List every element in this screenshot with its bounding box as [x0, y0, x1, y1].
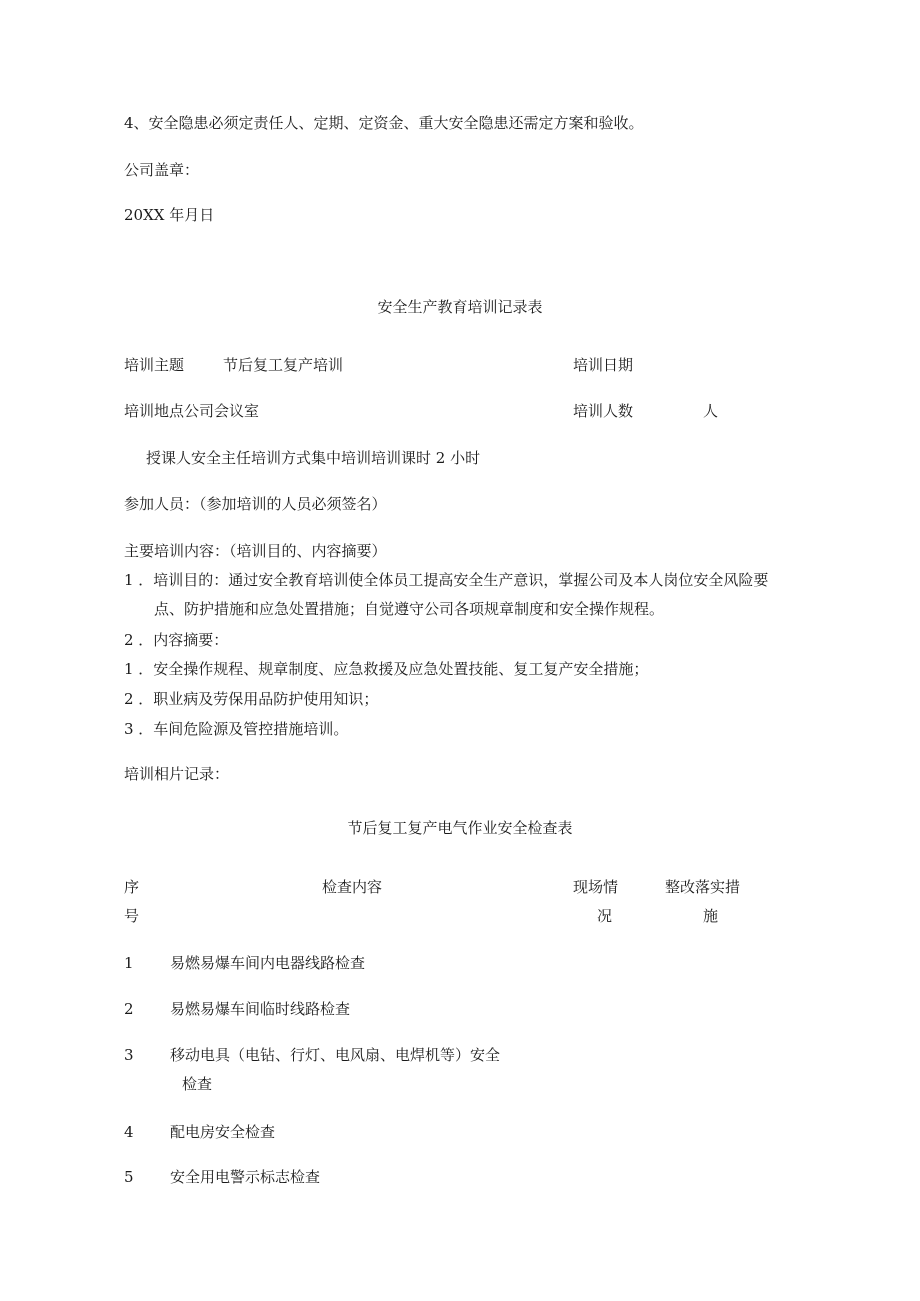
inspection-table-title: 节后复工复产电气作业安全检查表	[347, 819, 573, 837]
instructor-line: 授课人安全主任培训方式集中培训培训课时 2 小时	[146, 449, 481, 467]
row-number: 3	[124, 1046, 134, 1064]
company-seal-label: 公司盖章：	[124, 161, 200, 179]
topic-value: 节后复工复产培训	[223, 356, 344, 374]
photo-record-label: 培训相片记录：	[124, 765, 230, 783]
count-label: 培训人数	[573, 402, 634, 420]
participants-line: 参加人员：（参加培训的人员必须签名）	[124, 495, 387, 513]
training-record-title: 安全生产教育培训记录表	[377, 298, 543, 316]
row-number: 4	[124, 1123, 134, 1141]
summary-item: 2 ．职业病及劳保用品防护使用知识；	[124, 690, 379, 708]
count-unit: 人	[703, 402, 719, 420]
topic-label: 培训主题	[124, 356, 185, 374]
action-header: 整改落实措	[665, 878, 741, 896]
location-line: 培训地点公司会议室	[124, 402, 260, 420]
row-content: 移动电具（电钻、行灯、电风扇、电焊机等）安全	[170, 1046, 501, 1064]
content-heading: 主要培训内容：（培训目的、内容摘要）	[124, 542, 387, 560]
purpose-line-1: 1 ．培训目的：通过安全教育培训使全体员工提高安全生产意识，掌握公司及本人岗位安全风险要	[124, 571, 769, 589]
summary-item: 3 ．车间危险源及管控措施培训。	[124, 720, 349, 738]
action-header: 施	[703, 907, 719, 925]
summary-item: 1 ．安全操作规程、规章制度、应急救援及应急处置技能、复工复产安全措施；	[124, 660, 649, 678]
seq-header: 号	[124, 907, 140, 925]
content-header: 检查内容	[322, 878, 383, 896]
row-number: 5	[124, 1168, 134, 1186]
date-line: 20XX 年月日	[124, 206, 215, 224]
status-header: 况	[597, 907, 613, 925]
summary-heading: 2 ．内容摘要：	[124, 631, 229, 649]
row-content: 易燃易爆车间内电器线路检查	[170, 954, 366, 972]
row-content-continued: 检查	[182, 1075, 213, 1093]
status-header: 现场情	[573, 878, 619, 896]
date-label: 培训日期	[573, 356, 634, 374]
note-item-4: 4、安全隐患必须定责任人、定期、定资金、重大安全隐患还需定方案和验收。	[124, 114, 644, 132]
seq-header: 序	[124, 878, 140, 896]
row-content: 易燃易爆车间临时线路检查	[170, 1000, 351, 1018]
row-content: 配电房安全检查	[170, 1123, 276, 1141]
row-number: 2	[124, 1000, 134, 1018]
row-number: 1	[124, 954, 134, 972]
purpose-line-2: 点、防护措施和应急处置措施；自觉遵守公司各项规章制度和安全操作规程。	[154, 600, 665, 618]
row-content: 安全用电警示标志检查	[170, 1168, 321, 1186]
